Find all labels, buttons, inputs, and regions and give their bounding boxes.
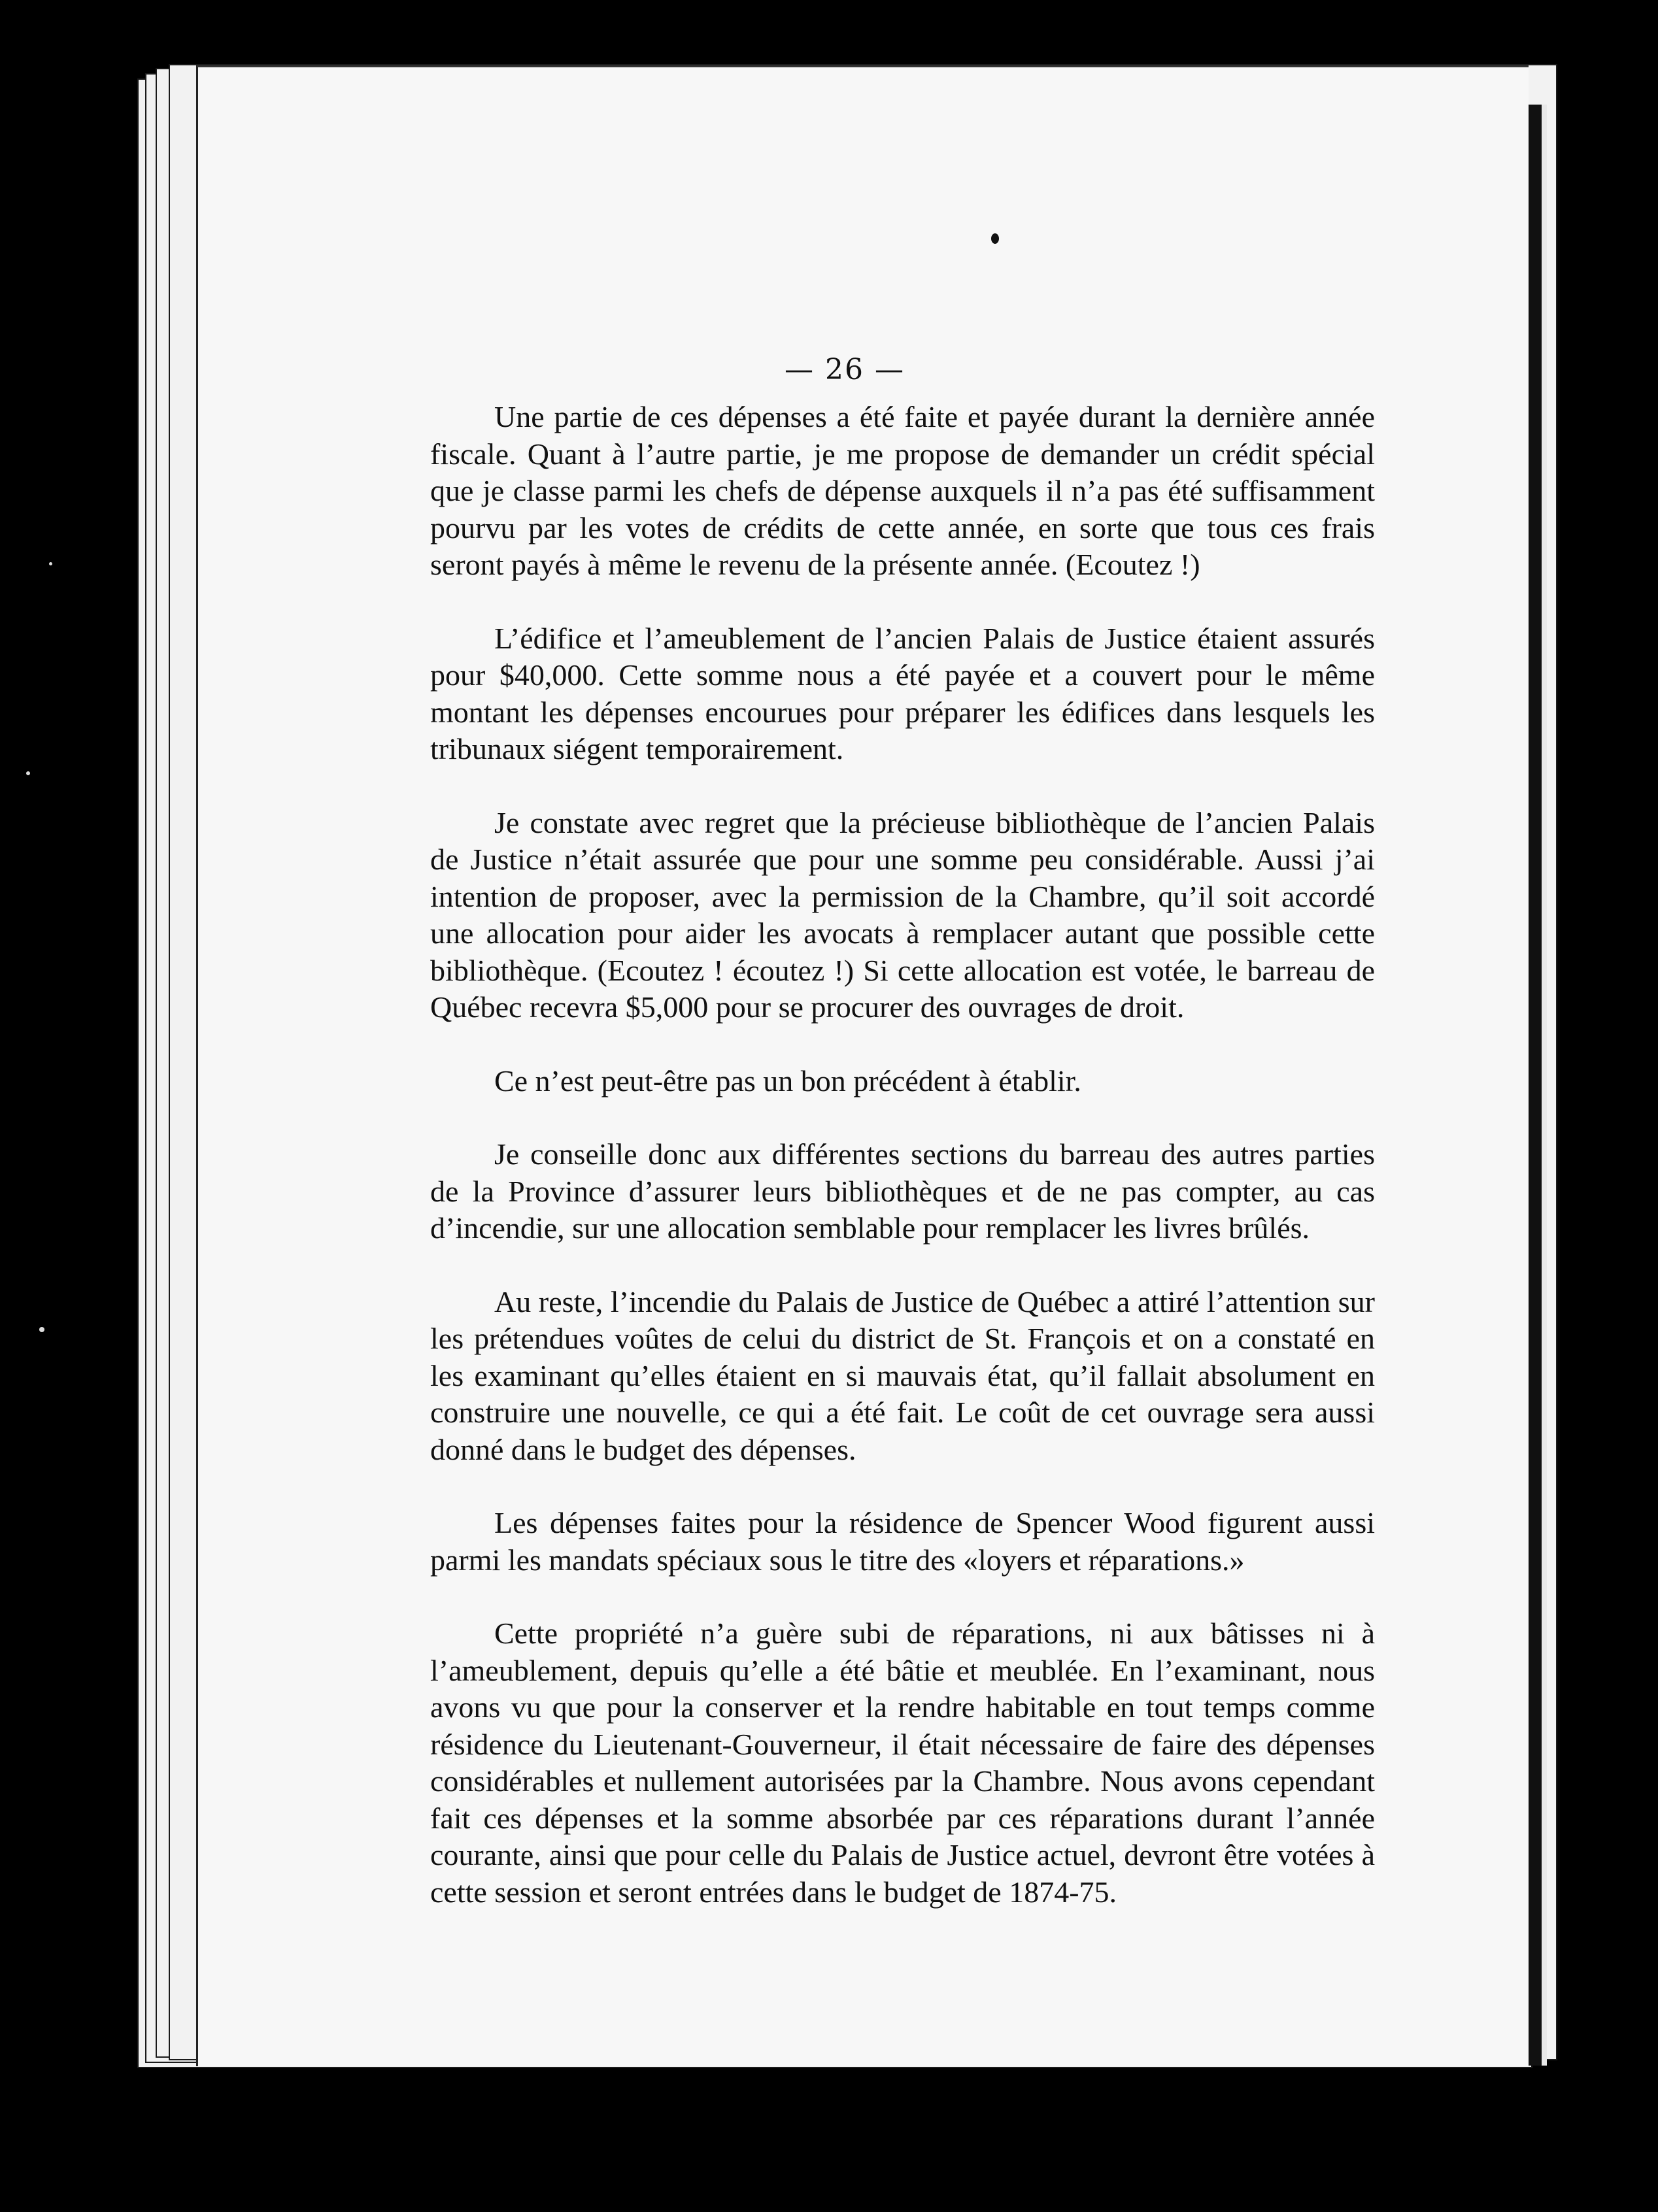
paragraph: Je constate avec regret que la précieuse bibliothèque de l’ancien Palais de Justice n’était assurée que pour une somme peu considérable. Aussi j’ai intention de proposer, avec la permission de la Chambre, qu’il soit accordé une allocation pour aider les avocats à remplacer autant que possible cette bibliothèque. (Ecoutez ! écoutez !) Si cette allocation est votée, le barreau de Québec recevra $5,000 pour se procurer des ouvrages de droit. [430, 805, 1375, 1024]
paragraph: Au reste, l’incendie du Palais de Justice de Québec a attiré l’attention sur les prétendues voûtes de celui du district de St. François et on a constaté en les examinant qu’elles étaient en si mauvais état, qu’il fallait absolument en construire une nouvelle, ce qui a été fait. Le coût de cet ouvrage sera aussi donné dans le budget des dépenses. [430, 1284, 1375, 1466]
ink-mark [991, 233, 999, 244]
scan-speck [26, 771, 30, 775]
page-number: — 26 — [785, 353, 905, 386]
paragraph: Je conseille donc aux différentes sections du barreau des autres parties de la Province d’assurer leurs bibliothèques et de ne pas compter, au cas d’incendie, sur une allocation semblable pour remplacer les livres brûlés. [430, 1137, 1375, 1245]
paragraph: Cette propriété n’a guère subi de réparations, ni aux bâtisses ni à l’ameublement, depuis qu’elle a été bâtie et meublée. En l’examinant, nous avons vu que pour la conserver et la rendre habitable en tout temps comme résidence du Lieutenant-Gouverneur, il était nécessaire de faire des dépenses considérables et nullement autorisées par la Chambre. Nous avons cependant fait ces dépenses et la somme absorbée par ces réparations durant l’année courante, ainsi que pour celle du Palais de Justice actuel, devront être votées à cette session et seront entrées dans le budget de 1874-75. [430, 1617, 1375, 1909]
paragraph: Une partie de ces dépenses a été faite et payée durant la dernière année fiscale. Quant à l’autre partie, je me propose de demander un crédit spécial que je classe parmi les chefs de dépense auxquels il n’a pas été suffisamment pourvu par les votes de crédits de cette année, en sorte que tous ces frais seront payés à même le revenu de la présente année. (Ecoutez !) [430, 400, 1375, 581]
page-edge [1542, 105, 1547, 2066]
paragraph: Ce n’est peut-être pas un bon précédent à établir. [494, 1064, 1081, 1098]
scan-speck [49, 562, 52, 565]
page-body [430, 399, 1375, 1911]
page-shadow [1527, 105, 1542, 2066]
scan-speck [39, 1327, 44, 1332]
paragraph: L’édifice et l’ameublement de l’ancien Palais de Justice étaient assurés pour $40,000. Cette somme nous a été payée et a couvert pour le même montant les dépenses encourues pour préparer les édifices dans lesquels les tribunaux siégent temporairement. [430, 621, 1375, 765]
paragraph: Les dépenses faites pour la résidence de Spencer Wood figurent aussi parmi les mandats spéciaux sous le titre des «loyers et réparations.» [430, 1506, 1375, 1577]
